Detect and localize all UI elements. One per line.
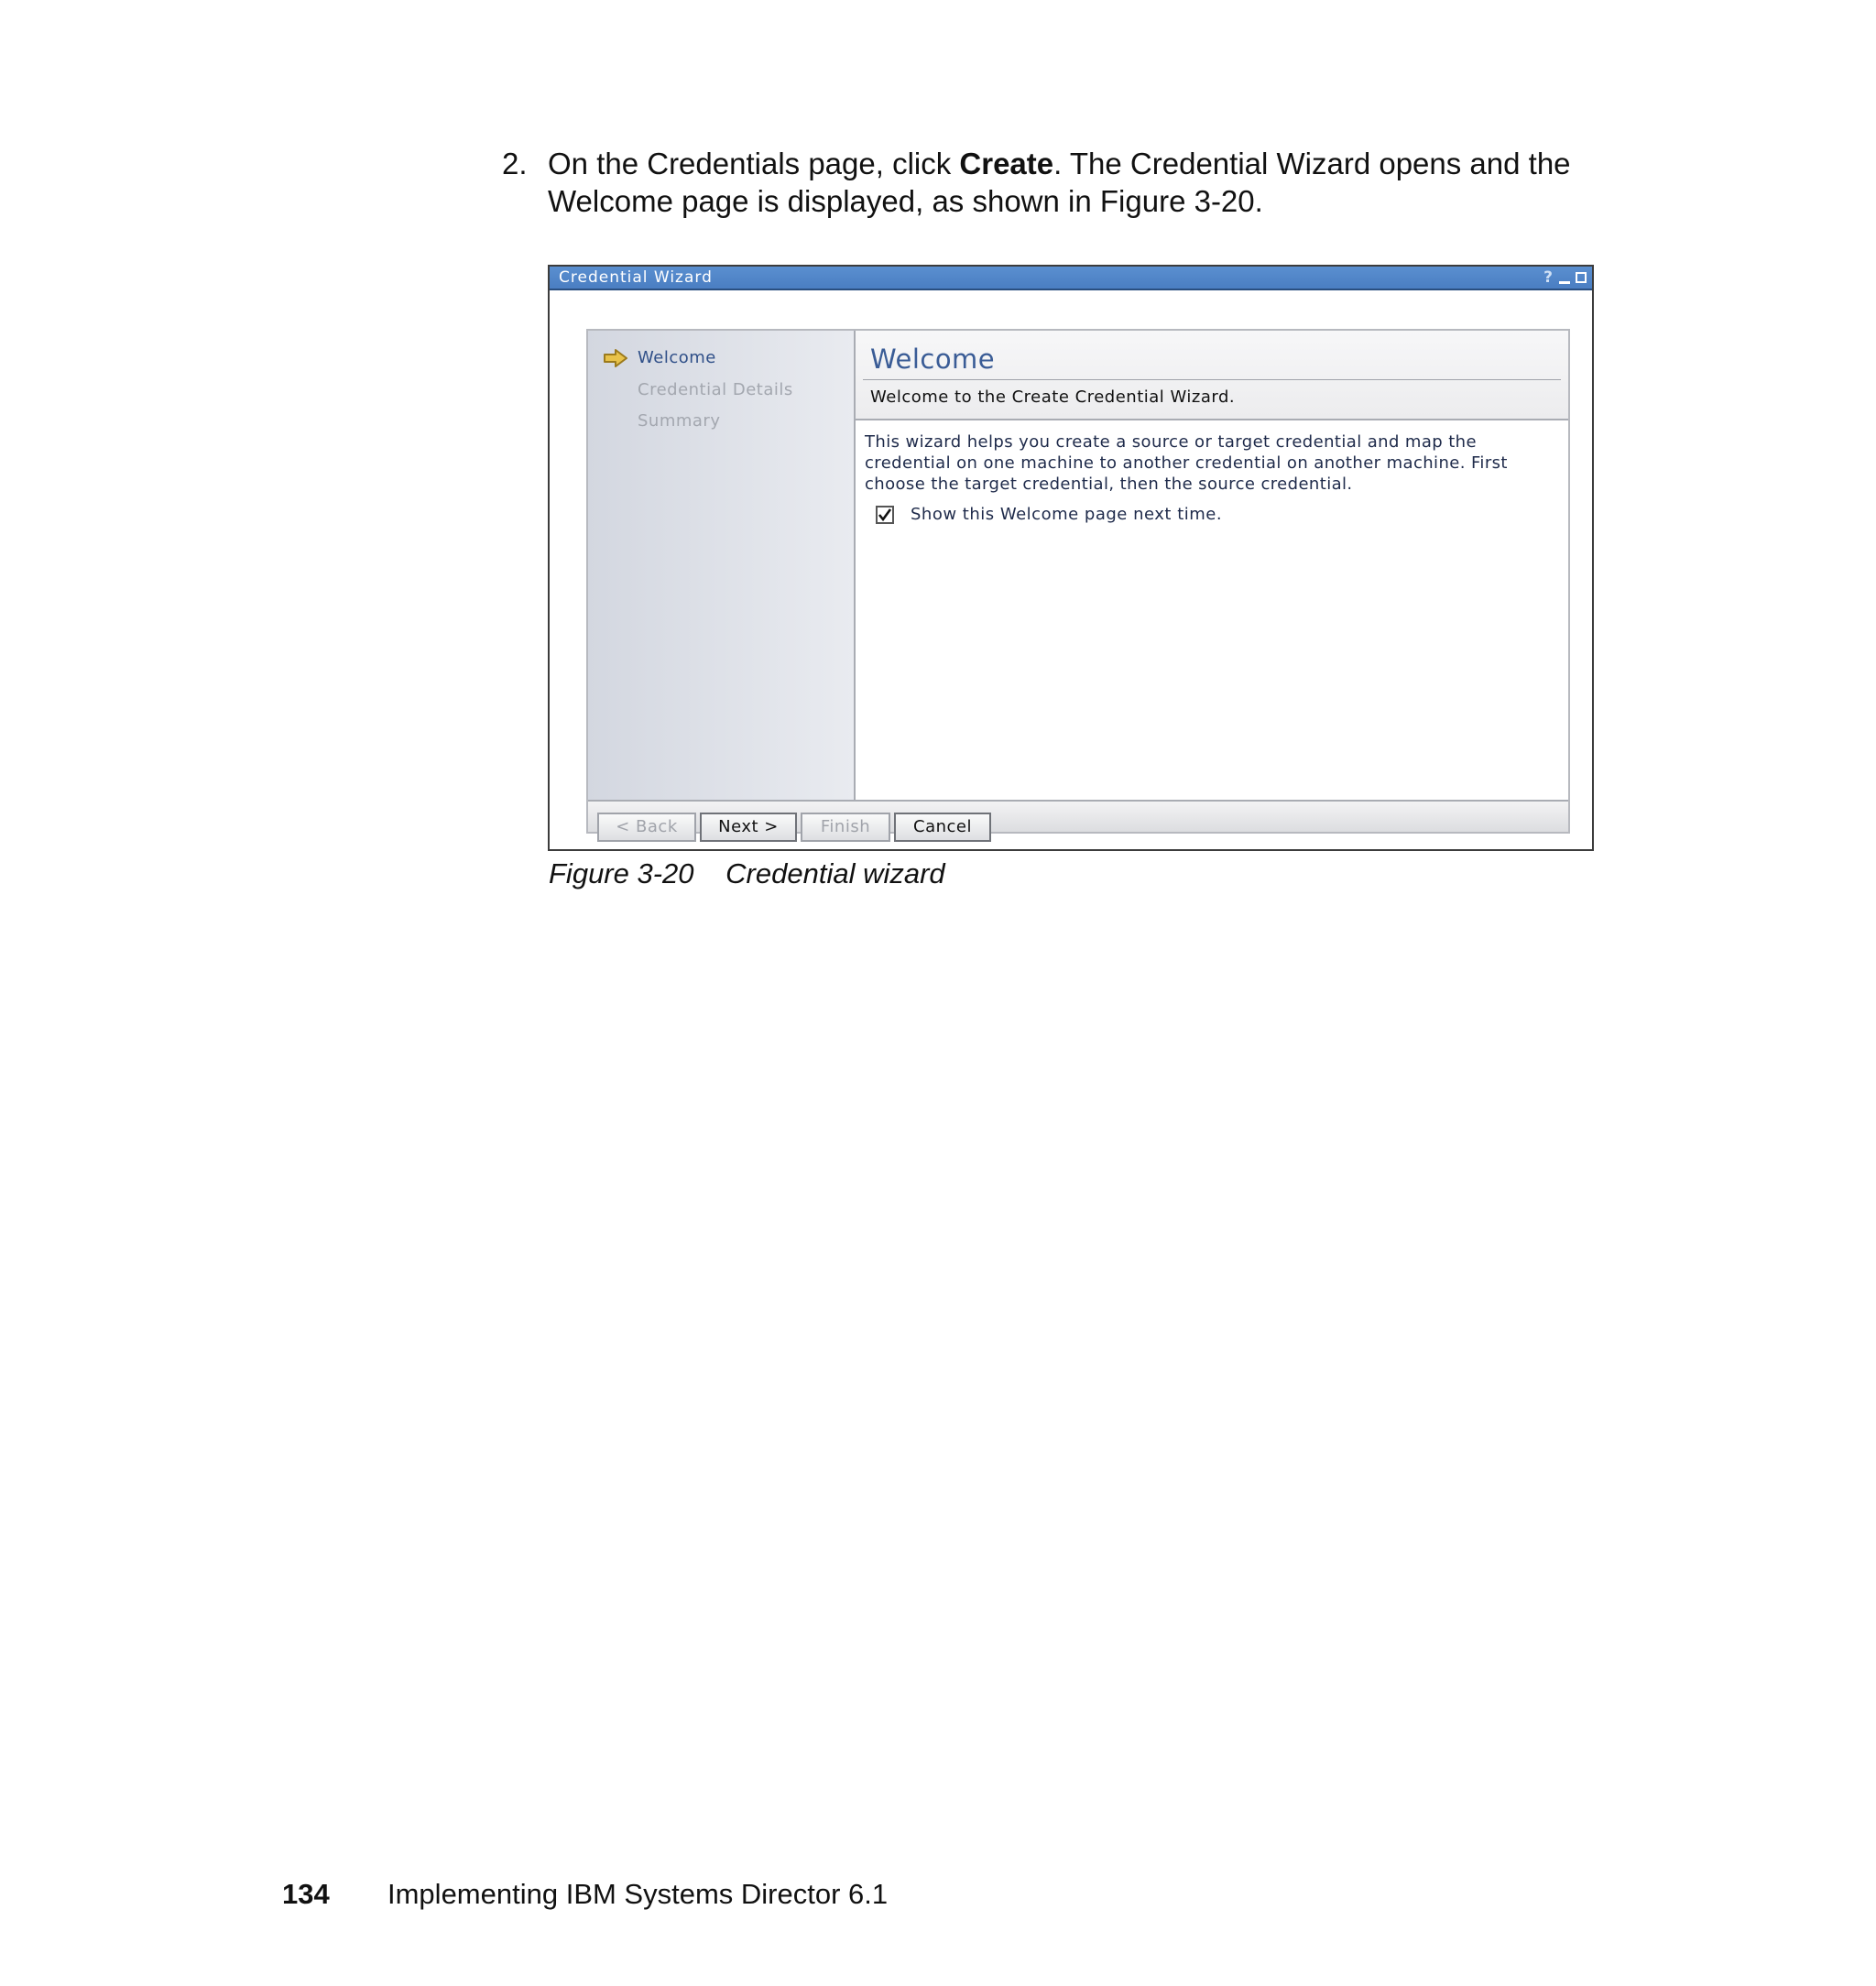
nav-item-summary: Summary xyxy=(638,411,721,431)
figure-caption xyxy=(549,857,945,890)
back-button[interactable]: < Back xyxy=(597,813,696,842)
finish-button[interactable]: Finish xyxy=(801,813,890,842)
header-divider xyxy=(863,379,1561,380)
wizard-steps-nav xyxy=(588,331,856,800)
wizard-description: This wizard helps you create a source or target credential and map the credential on one machine to another credential on another machine. First choose the target credential, then the source credential. xyxy=(865,432,1508,494)
step-number: 2. xyxy=(502,147,528,180)
show-welcome-label: Show this Welcome page next time. xyxy=(911,505,1223,524)
next-button[interactable]: Next > xyxy=(700,813,797,842)
current-step-arrow-icon xyxy=(603,348,628,368)
minimize-icon[interactable] xyxy=(1559,281,1570,284)
show-welcome-checkbox[interactable] xyxy=(876,506,894,524)
content-header xyxy=(856,331,1568,420)
step-text-before: On the Credentials page, click xyxy=(548,147,960,180)
credential-wizard-window xyxy=(548,265,1594,851)
step-bold-create: Create xyxy=(959,147,1054,180)
page-number: 134 xyxy=(282,1878,330,1910)
window-titlebar xyxy=(550,267,1592,290)
wizard-panel xyxy=(586,329,1570,834)
page-title: Welcome xyxy=(870,344,996,375)
window-controls xyxy=(1543,269,1587,286)
maximize-icon[interactable] xyxy=(1576,272,1587,283)
nav-item-credential-details: Credential Details xyxy=(638,380,793,399)
figure-title: Credential wizard xyxy=(725,857,945,889)
wizard-button-bar xyxy=(588,800,1568,836)
checkmark-icon xyxy=(878,507,892,522)
step-text xyxy=(548,145,1647,220)
book-title: Implementing IBM Systems Director 6.1 xyxy=(387,1878,889,1910)
window-title: Credential Wizard xyxy=(559,268,713,287)
page-subtitle: Welcome to the Create Credential Wizard. xyxy=(870,387,1236,407)
nav-item-welcome[interactable]: Welcome xyxy=(638,348,716,367)
cancel-button[interactable]: Cancel xyxy=(894,813,991,842)
figure-number: Figure 3-20 xyxy=(549,857,694,889)
wizard-content xyxy=(856,331,1568,800)
help-icon[interactable]: ? xyxy=(1543,268,1554,287)
step-text-after: . The Credential Wizard opens and the Welcome page is displayed, as shown in Figure 3-20. xyxy=(548,147,1571,218)
